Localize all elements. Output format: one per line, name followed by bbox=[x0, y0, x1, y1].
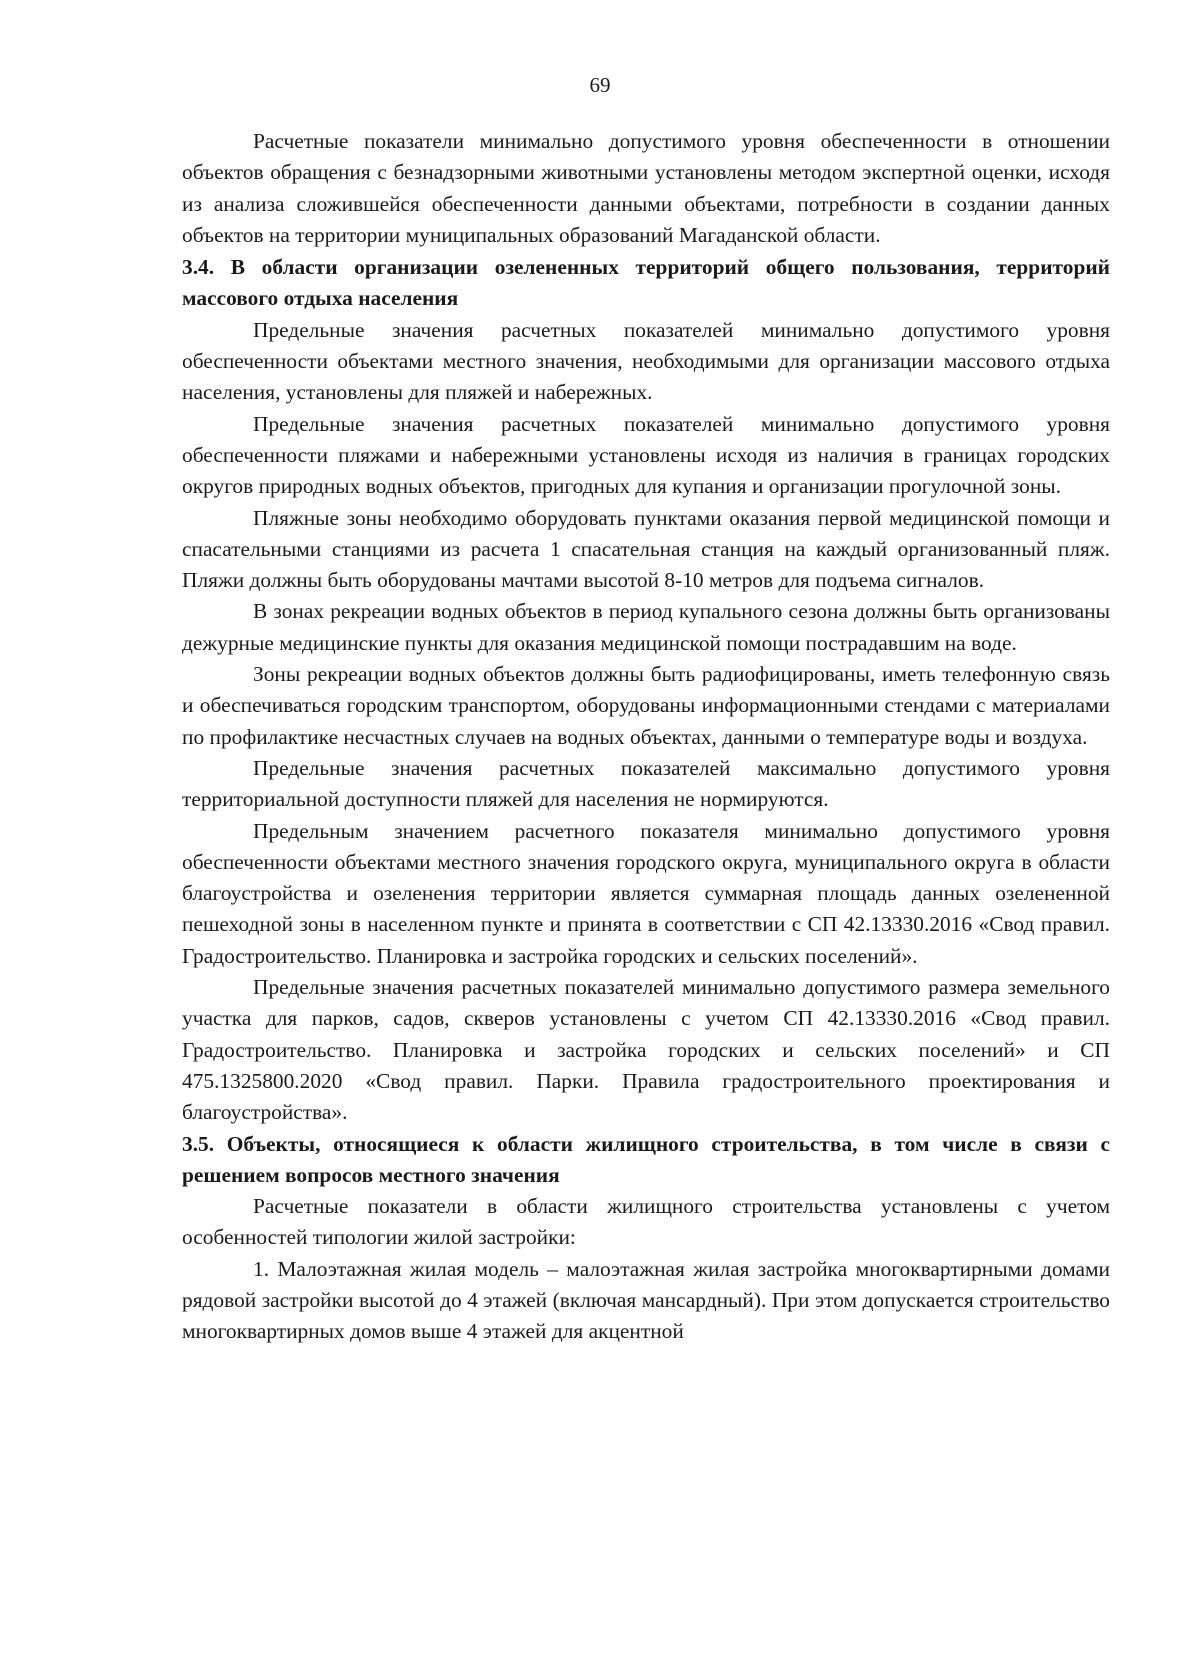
paragraph-recreation-zones-radio: Зоны рекреации водных объектов должны быть радиофицированы, иметь телефонную связь и обеспечиваться городским транспортом, оборудованы информационными стендами с материалами по профилактике несчастных случаев на водных объектах, данными о температуре воды и воздуха. bbox=[182, 662, 1110, 749]
paragraph-housing-indicators: Расчетные показатели в области жилищного строительства установлены с учетом особенностей типологии жилой застройки: bbox=[182, 1194, 1110, 1250]
paragraph-beach-accessibility: Предельные значения расчетных показателей максимально допустимого уровня территориальной доступности пляжей для населения не нормируются. bbox=[182, 755, 1110, 812]
paragraph-beaches-embankments: Предельные значения расчетных показателей минимально допустимого уровня обеспеченности пляжами и набережными установлены исходя из наличия в границах городских округов природных водных объектов, пригодных для купания и организации прогулочной зоны. bbox=[182, 411, 1110, 499]
paragraph-waste-animals: Расчетные показатели минимально допустимого уровня обеспеченности в отношении объектов обращения с безнадзорными животными установлены методом экспертной оценки, исходя из анализа сложившейся обеспеченности данными объектами, потребности в создании данных объектов на территории муниципальных образований Магаданской области. bbox=[182, 129, 1110, 247]
paragraph-mass-recreation: Предельные значения расчетных показателей минимально допустимого уровня обеспеченности объектами местного значения, необходимыми для организации массового отдыха населения, установлены для пляжей и набережных. bbox=[182, 317, 1110, 405]
section-heading-3-5: 3.5. Объекты, относящиеся к области жилищного строительства, в том числе в связи с решением вопросов местного значения bbox=[182, 1131, 1110, 1187]
paragraph-low-rise-model: 1. Малоэтажная жилая модель – малоэтажная жилая застройка многоквартирными домами рядовой застройки высотой до 4 этажей (включая мансардный). При этом допускается строительство многоквартирных домов выше 4 этажей для акцентной bbox=[182, 1256, 1110, 1344]
page-body bbox=[182, 126, 1110, 1348]
page-number: 69 bbox=[589, 73, 611, 97]
paragraph-medical-points: В зонах рекреации водных объектов в период купального сезона должны быть организованы дежурные медицинские пункты для оказания медицинской помощи пострадавшим на воде. bbox=[182, 599, 1110, 655]
paragraph-beach-zones-equipment: Пляжные зоны необходимо оборудовать пунктами оказания первой медицинской помощи и спасательными станциями из расчета 1 спасательная станция на каждый организованный пляж. Пляжи должны быть оборудованы мачтами высотой 8-10 метров для подъема сигналов. bbox=[182, 505, 1110, 593]
section-heading-3-4: 3.4. В области организации озелененных территорий общего пользования, территорий массового отдыха населения bbox=[182, 255, 1110, 311]
paragraph-parks-land-size: Предельные значения расчетных показателей минимально допустимого размера земельного участка для парков, садов, скверов установлены с учетом СП 42.13330.2016 «Свод правил. Градостроительство. Планировка и застройка городских и сельских поселений» и СП 475.1325800.2020 «Свод правил. Парки. Правила градостроительного проектирования и благоустройства». bbox=[182, 975, 1110, 1125]
paragraph-green-pedestrian-zone: Предельным значением расчетного показателя минимально допустимого уровня обеспеченности объектами местного значения городского округа, муниципального округа в области благоустройства и озеленения территории является суммарная площадь данных озелененной пешеходной зоны в населенном пункте и принята в соответствии с СП 42.13330.2016 «Свод правил. Градостроительство. Планировка и застройка городских и сельских поселений». bbox=[182, 818, 1110, 968]
